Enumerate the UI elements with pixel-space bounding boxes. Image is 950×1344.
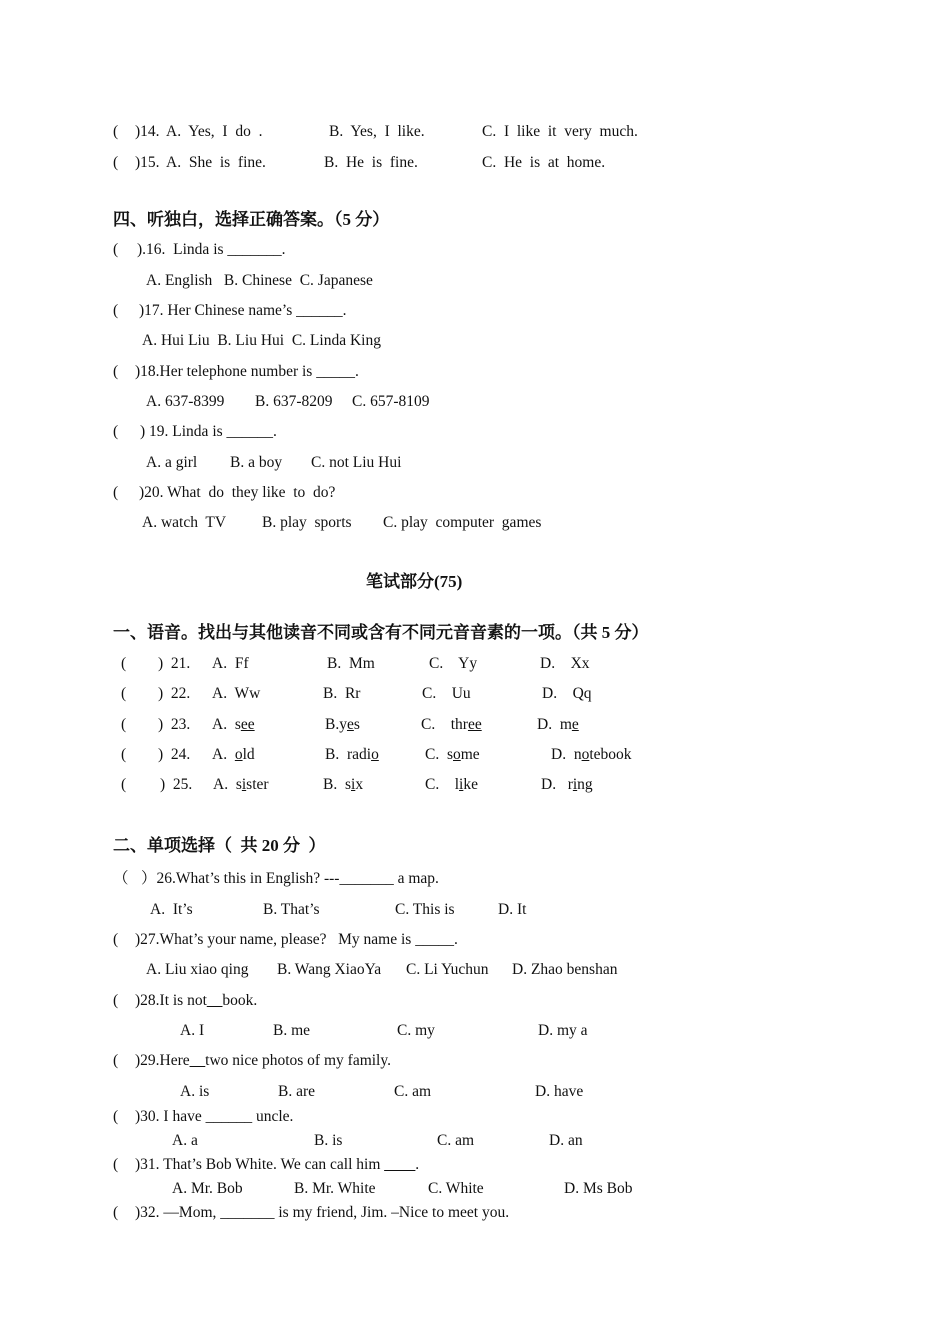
option-a: A. Yes, I do . <box>166 123 263 140</box>
stem-start: )31. That’s Bob White. We can call him <box>135 1156 385 1173</box>
option-d: D. Xx <box>540 655 590 672</box>
option-b: B. He is fine. <box>324 154 418 171</box>
option-d <box>537 717 579 733</box>
option-b: B. a boy <box>230 454 283 471</box>
question-number: )15. <box>135 154 160 171</box>
option-c: C. 657-8109 <box>352 393 430 410</box>
stem-end: book. <box>222 992 258 1009</box>
option-a: A. 637-8399 <box>146 393 225 410</box>
option-c: C. This is <box>395 901 455 918</box>
question-stem: ) 19. Linda is ______. <box>140 423 277 440</box>
option-b: B. Yes, I like. <box>329 123 425 140</box>
answer-paren: ( <box>113 363 119 380</box>
underlined-sound: o <box>453 746 461 763</box>
option-b: B. me <box>273 1022 311 1039</box>
word-suffix: tebook <box>589 746 632 763</box>
answer-paren: ( <box>121 776 127 793</box>
answer-paren: ( <box>113 154 119 171</box>
question-number: ) 25. <box>160 776 193 793</box>
word-suffix: x <box>355 776 364 793</box>
underlined-sound: o <box>234 746 243 763</box>
option-b: B. Mm <box>327 655 375 672</box>
question-stem: )32. —Mom, _______ is my friend, Jim. –Nice to meet you. <box>135 1204 510 1221</box>
answer-paren: ( <box>121 716 127 733</box>
underlined-sound: e <box>346 716 354 733</box>
stem-start: )29.Here <box>135 1052 190 1069</box>
option-d: D. an <box>549 1132 583 1149</box>
question-16-options: A. English B. Chinese C. Japanese <box>146 272 373 289</box>
option-b: B. Wang XiaoYa <box>277 961 382 978</box>
word-prefix: D. m <box>537 716 572 733</box>
answer-paren: ( <box>121 746 127 763</box>
option-b: B. play sports <box>262 514 352 531</box>
section-heading-phonetics: 一、语音。找出与其他读音不同或含有不同元音音素的一项。（共 5 分） <box>113 623 649 642</box>
underlined-sound: ee <box>467 716 482 733</box>
option-a <box>213 777 269 793</box>
option-a: A. is <box>180 1083 210 1100</box>
option-c: C. am <box>437 1132 475 1149</box>
option-b: B. is <box>314 1132 343 1149</box>
underlined-sound: e <box>571 716 579 733</box>
option-d: D. my a <box>538 1022 588 1039</box>
option-a: A. She is fine. <box>166 154 266 171</box>
option-c: C. Uu <box>422 685 471 702</box>
option-d <box>551 747 632 763</box>
answer-paren: ( <box>121 655 127 672</box>
option-a: A. Mr. Bob <box>172 1180 243 1197</box>
option-d: D. It <box>498 901 527 918</box>
answer-paren: ( <box>113 1204 119 1221</box>
answer-paren: ( <box>113 123 119 140</box>
underlined-sound: i <box>572 776 578 793</box>
answer-blank: __ <box>206 992 223 1009</box>
answer-paren: ( <box>113 1052 119 1069</box>
question-stem: ）26.What’s this in English? ---_______ a map. <box>141 870 439 887</box>
option-b <box>323 777 363 793</box>
option-b <box>325 717 360 733</box>
answer-paren: ( <box>113 1108 119 1125</box>
option-c: C. I like it very much. <box>482 123 638 140</box>
option-d: D. Ms Bob <box>564 1180 633 1197</box>
stem-end: two nice photos of my family. <box>205 1052 391 1069</box>
option-a <box>212 747 255 763</box>
option-a: A. Liu xiao qing <box>146 961 249 978</box>
option-a: A. Ww <box>212 685 261 702</box>
option-c: C. not Liu Hui <box>311 454 402 471</box>
option-b: B. 637-8209 <box>255 393 333 410</box>
option-b <box>325 747 379 763</box>
word-prefix: A. s <box>212 716 241 733</box>
option-c: C. White <box>428 1180 484 1197</box>
option-b: B. are <box>278 1083 316 1100</box>
underlined-sound: i <box>241 776 247 793</box>
underlined-sound: i <box>459 776 464 793</box>
word-prefix: B. radi <box>325 746 372 763</box>
answer-paren: ( <box>121 685 127 702</box>
word-prefix: A. <box>212 746 235 763</box>
answer-paren: ( <box>113 992 119 1009</box>
answer-paren: ( <box>113 484 119 501</box>
question-17-options: A. Hui Liu B. Liu Hui C. Linda King <box>142 332 381 349</box>
option-c: C. my <box>397 1022 435 1039</box>
underlined-sound: o <box>371 746 379 763</box>
word-prefix: C. thr <box>421 716 468 733</box>
word-suffix: ng <box>577 776 593 793</box>
option-a: A. a <box>172 1132 198 1149</box>
word-prefix: A. s <box>213 776 242 793</box>
word-suffix: ster <box>246 776 269 793</box>
question-stem: )18.Her telephone number is _____. <box>135 363 359 380</box>
word-prefix: B.y <box>325 716 347 733</box>
option-d: D. Zhao benshan <box>512 961 618 978</box>
word-suffix: s <box>353 716 360 733</box>
question-stem <box>135 1053 391 1069</box>
option-c: C. Yy <box>429 655 478 672</box>
answer-paren: （ <box>113 870 129 887</box>
question-stem: )17. Her Chinese name’s ______. <box>139 302 347 319</box>
word-prefix: C. l <box>425 776 460 793</box>
question-stem: )20. What do they like to do? <box>139 484 336 501</box>
section-heading-single-choice: 二、单项选择（ 共 20 分 ） <box>113 836 326 855</box>
option-c: C. am <box>394 1083 432 1100</box>
stem-start: )28.It is not <box>135 992 207 1009</box>
question-stem <box>135 993 257 1009</box>
question-32 <box>113 1204 510 1252</box>
option-a: A. Ff <box>212 655 249 672</box>
question-number: ) 23. <box>158 716 191 733</box>
option-c <box>425 777 478 793</box>
word-prefix: C. s <box>425 746 453 763</box>
option-b: B. Mr. White <box>294 1180 376 1197</box>
option-a: A. I <box>180 1022 205 1039</box>
question-number: ) 21. <box>158 655 191 672</box>
question-stem <box>135 1157 419 1173</box>
question-number: ) 24. <box>158 746 191 763</box>
option-a: A. watch TV <box>142 514 227 531</box>
word-prefix: D. r <box>541 776 573 793</box>
answer-blank: ____ <box>384 1156 416 1173</box>
option-c <box>421 717 482 733</box>
option-b: B. That’s <box>263 901 320 918</box>
word-suffix: me <box>460 746 480 763</box>
option-a <box>212 717 255 733</box>
question-number: )14. <box>135 123 160 140</box>
answer-blank: __ <box>189 1052 206 1069</box>
word-prefix: B. s <box>323 776 351 793</box>
word-suffix: ke <box>463 776 478 793</box>
underlined-sound: o <box>581 746 590 763</box>
question-20-options <box>142 514 542 577</box>
underlined-sound: ee <box>240 716 255 733</box>
question-stem: ).16. Linda is _______. <box>137 241 286 258</box>
option-c: C. play computer games <box>383 514 542 531</box>
word-prefix: D. n <box>551 746 582 763</box>
written-part-title: 笔试部分(75) <box>366 572 463 591</box>
answer-paren: ( <box>113 1156 119 1173</box>
question-stem: )27.What’s your name, please? My name is _____. <box>135 931 458 948</box>
option-a: A. a girl <box>146 454 198 471</box>
option-c <box>425 747 480 763</box>
word-suffix: ld <box>242 746 255 763</box>
option-c: C. Li Yuchun <box>406 961 489 978</box>
option-d: D. Qq <box>542 685 592 702</box>
option-b: B. Rr <box>323 685 361 702</box>
question-stem: )30. I have ______ uncle. <box>135 1108 294 1125</box>
question-number: ) 22. <box>158 685 191 702</box>
stem-end: . <box>415 1156 420 1173</box>
option-a: A. It’s <box>150 901 193 918</box>
answer-paren: ( <box>113 241 119 258</box>
option-d: D. have <box>535 1083 584 1100</box>
section-heading-listening-4: 四、听独白，选择正确答案。（5 分） <box>113 210 390 229</box>
option-c: C. He is at home. <box>482 154 606 171</box>
answer-paren: ( <box>113 302 119 319</box>
answer-paren: ( <box>113 931 119 948</box>
option-d <box>541 777 593 793</box>
underlined-sound: i <box>351 776 356 793</box>
answer-paren: ( <box>113 423 119 440</box>
